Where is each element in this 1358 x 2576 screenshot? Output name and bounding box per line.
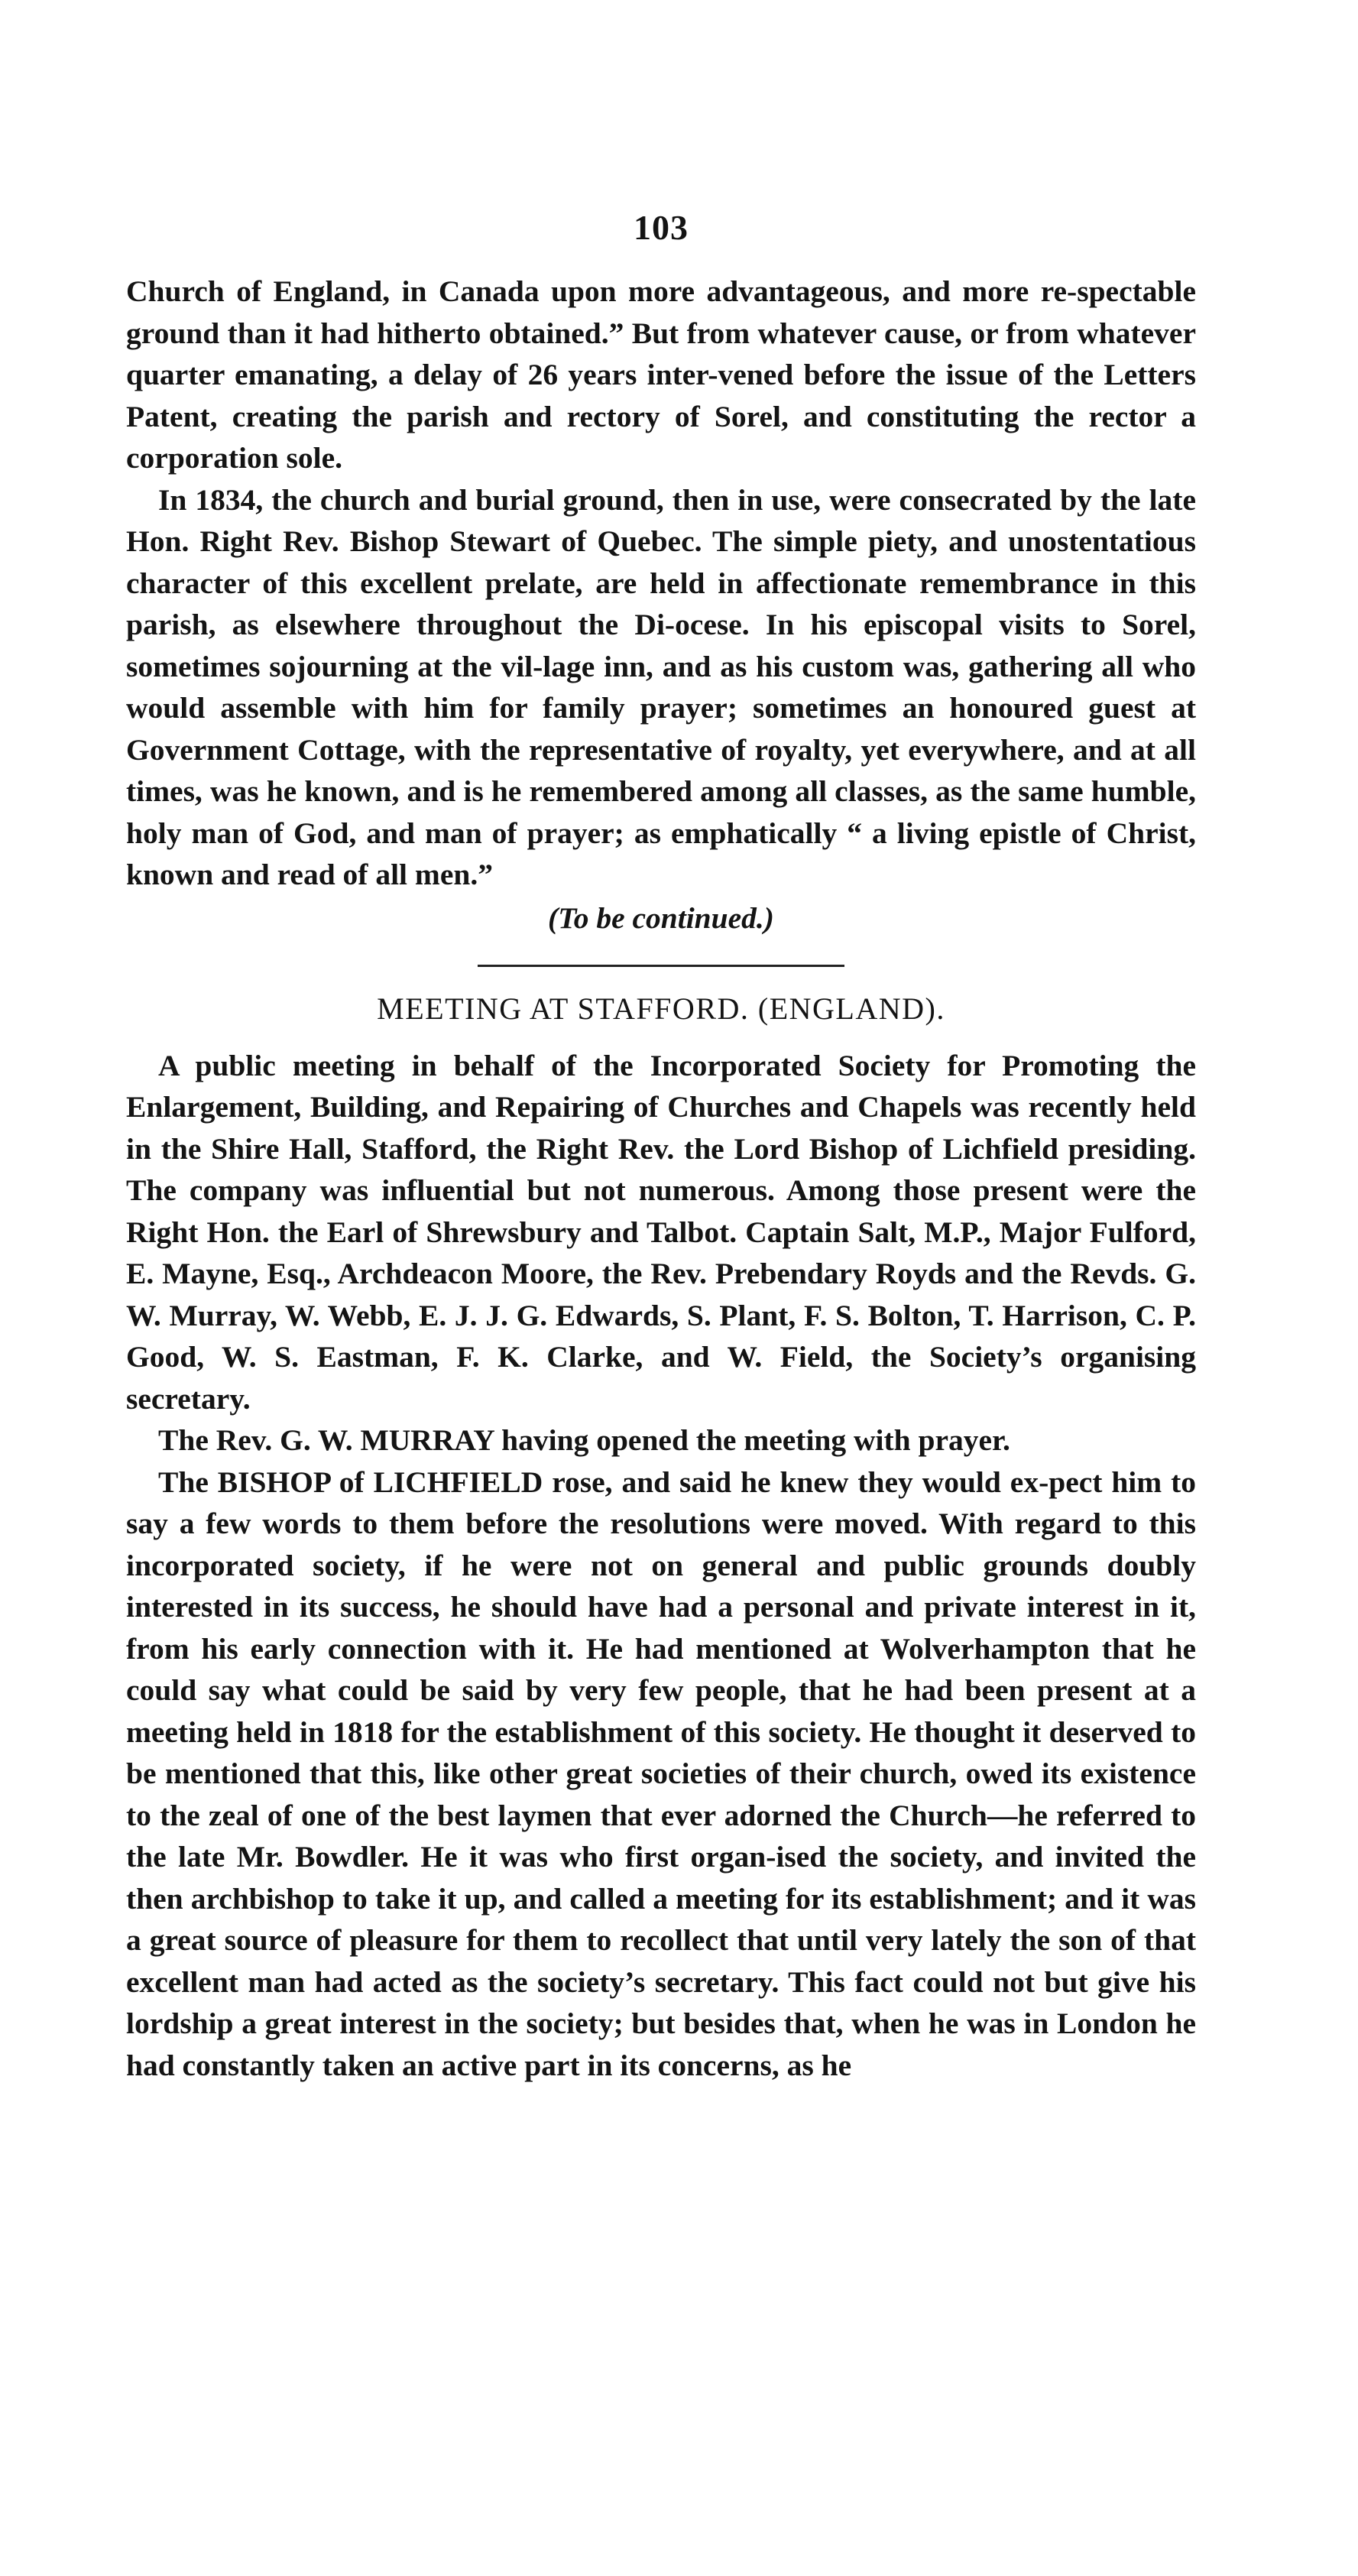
document-page (126, 206, 1196, 2086)
paragraph-opening-prayer: The Rev. G. W. MURRAY having opened the meeting with prayer. (158, 1423, 1010, 1457)
paragraph-church-of-england: Church of England, in Canada upon more advantageous, and more re-spectable ground than it had hitherto obtained.” But from whatever cause, or from whatever quarter emanating, a delay of 26 years inter-vened before the issue of the Letters Patent, creating the parish and rectory of Sorel, and constituting the rector a corporation sole. (126, 274, 1196, 475)
section-divider (478, 965, 844, 967)
paragraph-bishop-speech: The BISHOP of LICHFIELD rose, and said he knew they would ex-pect him to say a few words to them before the resolutions were moved. With regard to this incorporated society, if he were not on general and public grounds doubly interested in its success, he should have had a personal and private interest in it, from his early connection with it. He had mentioned at Wolverhampton that he could say what could be said by very few people, that he had been present at a meeting held in 1818 for the establishment of this society. He thought it deserved to be mentioned that this, like other great societies of their church, owed its existence to the zeal of one of the best laymen that ever adorned the Church—he referred to the late Mr. Bowdler. He it was who first organ-ised the society, and invited the then archbishop to take it up, and called a meeting for its establishment; and it was a great source of pleasure for them to recollect that until very lately the son of that excellent man had acted as the society’s secretary. This fact could not but give his lordship a great interest in the society; but besides that, when he was in London he had constantly taken an active part in its concerns, as he (126, 1465, 1196, 2082)
page-number: 103 (634, 208, 689, 247)
paragraph-public-meeting: A public meeting in behalf of the Incorporated Society for Promoting the Enlargement, Building, and Repairing of Churches and Chapels was recently held in the Shire Hall, Stafford, the Right Rev. the Lord Bishop of Lichfield presiding. The company was influential but not numerous. Among those present were the Right Hon. the Earl of Shrewsbury and Talbot. Captain Salt, M.P., Major Fulford, E. Mayne, Esq., Archdeacon Moore, the Rev. Prebendary Royds and the Revds. G. W. Murray, W. Webb, E. J. J. G. Edwards, S. Plant, F. S. Bolton, T. Harrison, C. P. Good, W. S. Eastman, F. K. Clarke, and W. Field, the Society’s organising secretary. (126, 1048, 1196, 1416)
section-heading: MEETING AT STAFFORD. (ENGLAND). (377, 991, 945, 1026)
paragraph-consecration-1834: In 1834, the church and burial ground, then in use, were consecrated by the late Hon. Right Rev. Bishop Stewart of Quebec. The simple piety, and unostentatious character of this excellent prelate, are held in affectionate remembrance in this parish, as elsewhere throughout the Di-ocese. In his episcopal visits to Sorel, sometimes sojourning at the vil-lage inn, and as his custom was, gathering all who would assemble with him for family prayer; sometimes an honoured guest at Government Cottage, with the representative of royalty, yet everywhere, and at all times, was he known, and is he remembered among all classes, as the same humble, holy man of God, and man of prayer; as emphatically “ a living epistle of Christ, known and read of all men.” (126, 482, 1196, 891)
to-be-continued-note: (To be continued.) (548, 900, 774, 935)
